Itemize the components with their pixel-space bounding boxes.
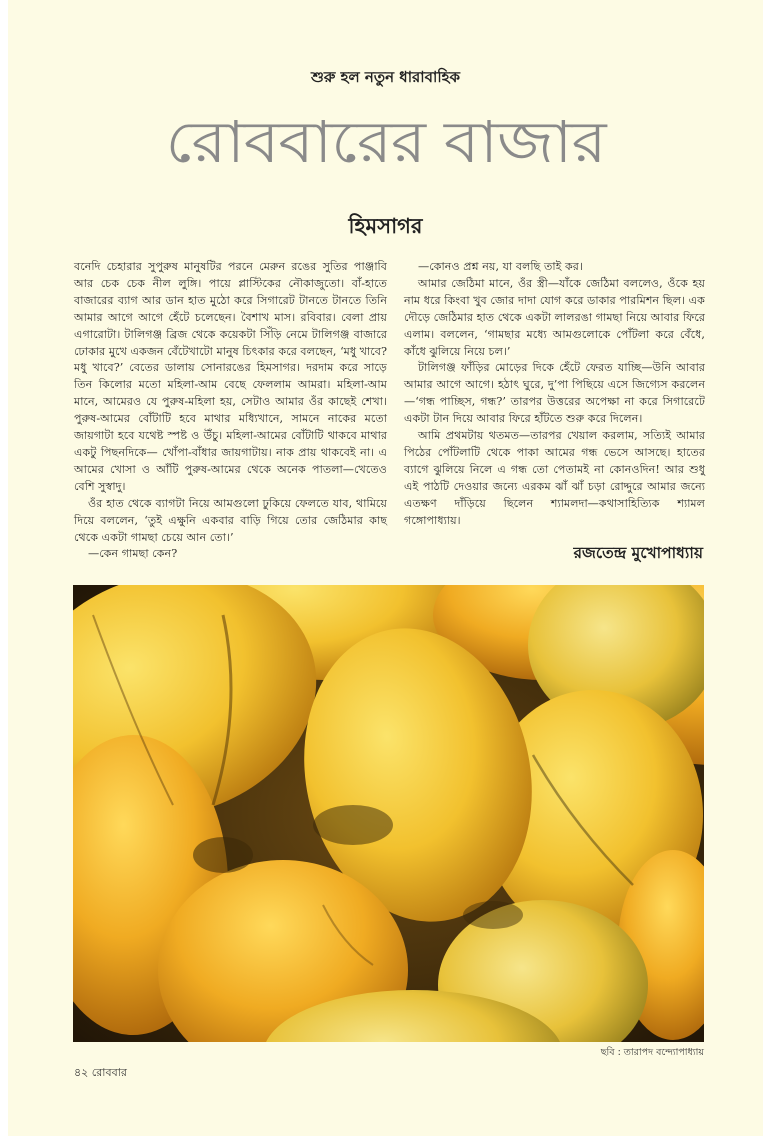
paragraph: টালিগঞ্জ ফাঁড়ির মোড়ের দিকে হেঁটে ফেরত যাচ্ছি—উনি আবার আমার আগে আগে। হঠাৎ ঘুরে, দু’পা পিছিয়ে এসে জিগ্যেস করলেন—‘গন্ধ পাচ্ছিস, গন্ধ?’ তারপর উত্তরের অপেক্ষা না করে সিগারেটে একটা টান দিয়ে আবার ফিরে হাঁটতে শুরু করে দিলেন। [404, 361, 705, 426]
paragraph: ওঁর হাত থেকে ব্যাগটা নিয়ে আমগুলো ঢুকিয়ে ফেলতে যাব, থামিয়ে দিয়ে বললেন, ‘তুই এক্ষুনি একবার বাড়ি গিয়ে তোর জেঠিমার কাছ থেকে একটা গামছা চেয়ে আন তো।’ [74, 496, 387, 544]
photo-credit: ছবি : তারাপদ বন্দ্যোপাধ্যায় [600, 1047, 704, 1058]
mango-photo [73, 585, 704, 1042]
series-title: রোববারের বাজার [165, 108, 606, 176]
paragraph: আমি প্রথমটায় থতমত—তারপর খেয়াল করলাম, সত্যিই আমার পিঠের পোঁটলাটি থেকে পাকা আমের গন্ধ ভেসে আসছে। হাতের ব্যাগে ঝুলিয়ে নিলে এ গন্ধ তো পেতামই না কোনওদিন! আর শুধু এই পাঠটি দেওয়ার জন্যে এরকম ঝাঁ ঝাঁ চড়া রোদ্দুরে আমার জন্যে এতক্ষণ দাঁড়িয়ে ছিলেন শ্যামলদা—কথাসাহিত্যিক শ্যামল গঙ্গোপাধ্যায়। [404, 429, 705, 527]
author-byline: রজতেন্দ্র মুখোপাধ্যায় [573, 543, 703, 562]
magazine-page [8, 0, 763, 1136]
mango-photo-illustration [73, 585, 704, 1042]
article-column-left [74, 259, 387, 563]
paragraph: —কেন গামছা কেন? [88, 547, 178, 561]
series-kicker: শুরু হল নতুন ধারাবাহিক [310, 68, 461, 86]
article-title: হিমসাগর [348, 213, 423, 238]
paragraph: বনেদি চেহারার সুপুরুষ মানুষটির পরনে মেরুন রঙের সুতির পাঞ্জাবি আর চেক চেক নীল লুঙ্গি। পায়ে প্লাস্টিকের নৌকাজুতো। বাঁ-হাতে বাজারের ব্যাগ আর ডান হাত মুঠো করে সিগারেট টানতে টানতে তিনি আমার আগে আগে হেঁটে চলেছেন। বৈশাখ মাস। রবিবার। বেলা প্রায় এগারোটা। টালিগঞ্জ ব্রিজ থেকে কয়েকটা সিঁড়ি নেমে টালিগঞ্জ বাজারে ঢোকার মুখে একজন বেঁটেখাটো মানুষ চিৎকার করে বলছেন, ‘মধু খাবে? মধু খাবে?’ বেতের ডালায় সোনারঙের হিমসাগর। দরদাম করে সাড়ে তিন কিলোর মতো মহিলা-আম বেছে ফেললাম আমরা। মহিলা-আম মানে, আমেরও যে পুরুষ-মহিলা হয়, সেটাও আমার ওঁর কাছেই শেখা। পুরুষ-আমের বোঁটাটি হবে মাথার মধ্যিখানে, সামনে নাকের মতো জায়গাটা হবে যথেষ্ট স্পষ্ট ও উঁচু। মহিলা-আমের বোঁটাটি থাকবে মাথার একটু পিছনদিকে— খোঁপা-বাঁধার জায়গাটায়। নাক প্রায় থাকবেই না। এ আমের খোসা ও আঁটি পুরুষ-আমের থেকে অনেক পাতলা—খেতেও বেশি সুস্বাদু। [74, 260, 387, 493]
paragraph: আমার জেঠিমা মানে, ওঁর স্ত্রী—যাঁকে জেঠিমা বললেও, ওঁকে হয় নাম ধরে কিংবা খুব জোর দাদা যোগ করে ডাকার পারমিশন ছিল। এক দৌড়ে জেঠিমার হাত থেকে একটা লালরঙা গামছা নিয়ে আবার ফিরে এলাম। বললেন, ‘গামছার মধ্যে আমগুলোকে পোঁটলা করে বেঁধে, কাঁধে ঝুলিয়ে নিয়ে চল।’ [404, 276, 705, 358]
article-column-right [404, 259, 705, 530]
paragraph: —কোনও প্রশ্ন নয়, যা বলছি তাই কর। [418, 260, 583, 273]
page-folio: ৪২ রোববার [74, 1066, 127, 1079]
